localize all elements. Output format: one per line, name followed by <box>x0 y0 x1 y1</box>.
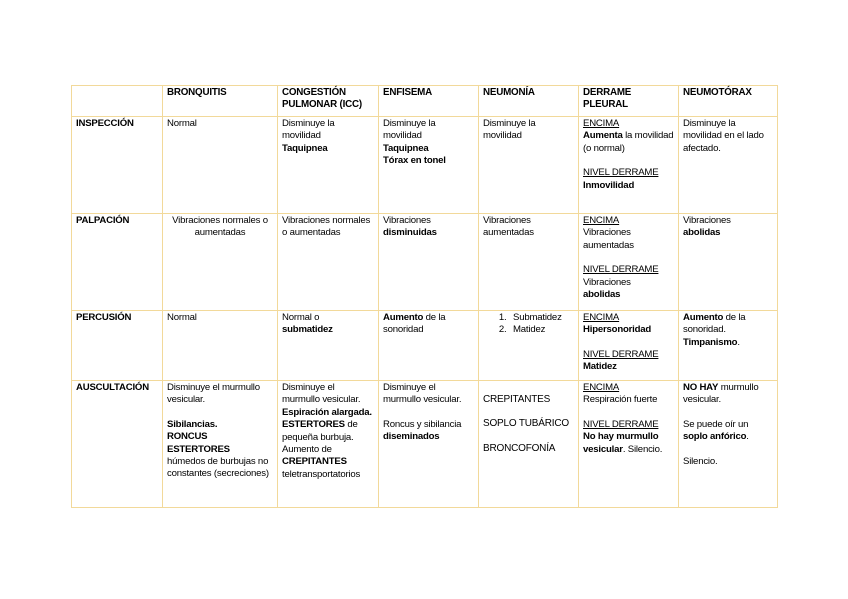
label-nivel-derrame: NIVEL DERRAME <box>583 418 659 430</box>
text-bold: soplo anfórico <box>683 431 747 443</box>
text: Aumento de <box>282 444 332 456</box>
spacer <box>383 407 474 419</box>
spacer <box>583 252 674 264</box>
spacer <box>683 444 773 456</box>
spacer <box>583 155 674 167</box>
list-item: 1. Submatidez <box>509 312 574 324</box>
text-bold: Sibilancias. <box>167 418 218 430</box>
text: . Silencio. <box>622 443 663 455</box>
row-percusion <box>72 311 778 381</box>
cell-inspeccion-neumotorax: Disminuye la movilidad en el lado afectado. <box>679 117 778 214</box>
text-bold: disminuidas <box>383 227 437 239</box>
label-nivel-derrame: NIVEL DERRAME <box>583 348 659 360</box>
text-bold: Espiración alargada. <box>282 406 372 418</box>
cell-auscultacion-neumonia <box>479 381 579 508</box>
text-bold: submatidez <box>282 324 333 336</box>
text: SOPLO TUBÁRICO <box>483 418 569 430</box>
row-label-percusion: PERCUSIÓN <box>72 311 163 381</box>
list-item: 2. Matidez <box>509 324 574 336</box>
text-bold: RONCUS <box>167 431 208 443</box>
spacer <box>483 406 574 418</box>
text-bold: abolidas <box>683 227 721 239</box>
text: Disminuye la movilidad <box>282 118 335 142</box>
text-bold: No hay murmullo vesicular <box>583 431 659 455</box>
text: Respiración fuerte <box>583 394 658 406</box>
row-label-auscultacion: AUSCULTACIÓN <box>72 381 163 508</box>
header-row <box>72 86 778 117</box>
cell-auscultacion-derrame <box>579 381 679 508</box>
cell-inspeccion-congestion <box>278 117 379 214</box>
text: Disminuye el murmullo vesicular. <box>282 382 361 406</box>
text-bold: Inmovilidad <box>583 179 635 191</box>
text <box>683 337 773 349</box>
text-bold: Aumento <box>383 312 424 323</box>
cell-palpacion-derrame <box>579 214 679 311</box>
text: Vibraciones <box>683 215 731 226</box>
text-bold: Taquipnea <box>282 142 328 154</box>
cell-palpacion-neumonia: Vibraciones aumentadas <box>479 214 579 311</box>
text: Roncus y sibilancia <box>383 418 462 430</box>
row-label-inspeccion: INSPECCIÓN <box>72 117 163 214</box>
spacer <box>683 407 773 419</box>
cell-inspeccion-derrame <box>579 117 679 214</box>
spacer <box>167 407 273 419</box>
text <box>583 431 674 456</box>
text-bold: Hipersonoridad <box>583 324 652 336</box>
comparison-table <box>71 85 778 508</box>
text: de la sonoridad. <box>683 312 746 336</box>
header-enfisema: ENFISEMA <box>379 86 479 117</box>
cell-auscultacion-enfisema <box>379 381 479 508</box>
text: Vibraciones aumentadas <box>583 227 634 251</box>
spacer <box>483 431 574 443</box>
label-nivel-derrame: NIVEL DERRAME <box>583 264 659 276</box>
cell-auscultacion-bronquitis <box>163 381 278 508</box>
text: Disminuye la movilidad <box>383 118 436 142</box>
cell-percusion-enfisema <box>379 311 479 381</box>
text-bold: ESTERTORES <box>167 443 230 455</box>
cell-percusion-derrame <box>579 311 679 381</box>
cell-auscultacion-neumotorax <box>679 381 778 508</box>
label-encima: ENCIMA <box>583 215 620 226</box>
cell-percusion-congestion <box>278 311 379 381</box>
text: BRONCOFONÍA <box>483 442 556 454</box>
row-palpacion <box>72 214 778 311</box>
text: CREPITANTES <box>483 394 551 405</box>
header-derrame: DERRAME PLEURAL <box>579 86 679 117</box>
text <box>282 419 374 444</box>
text-bold: Timpanismo <box>683 336 738 348</box>
text-bold: Tórax en tonel <box>383 155 446 167</box>
text: murmullo vesicular. <box>683 382 759 406</box>
cell-palpacion-congestion: Vibraciones normales o aumentadas <box>278 214 379 311</box>
cell-palpacion-enfisema <box>379 214 479 311</box>
text-bold: Taquipnea <box>383 142 429 154</box>
text-bold: CREPITANTES <box>282 456 347 468</box>
cell-percusion-neumotorax <box>679 311 778 381</box>
header-congestion: CONGESTIÓN PULMONAR (ICC) <box>278 86 379 117</box>
cell-palpacion-bronquitis: Vibraciones normales o aumentadas <box>163 214 278 311</box>
numbered-list <box>483 312 574 337</box>
text <box>683 312 773 337</box>
text: . <box>746 431 749 443</box>
label-encima: ENCIMA <box>583 382 620 393</box>
text: húmedos de burbujas no constantes (secreciones) <box>167 456 269 480</box>
spacer <box>483 382 574 394</box>
text: Silencio. <box>683 455 718 467</box>
text <box>583 130 674 155</box>
cell-inspeccion-enfisema <box>379 117 479 214</box>
text-bold: NO HAY <box>683 382 719 393</box>
cell-auscultacion-congestion <box>278 381 379 508</box>
text <box>683 431 773 443</box>
text: Se puede oír un <box>683 418 749 430</box>
text-bold: Aumenta <box>583 130 623 142</box>
row-auscultacion <box>72 381 778 508</box>
text: de la sonoridad <box>383 312 446 336</box>
cell-percusion-neumonia <box>479 311 579 381</box>
spacer <box>583 407 674 419</box>
text: de pequeña burbuja. <box>282 419 358 443</box>
label-encima: ENCIMA <box>583 118 620 129</box>
header-bronquitis: BRONQUITIS <box>163 86 278 117</box>
text: Disminuye el murmullo vesicular. <box>383 382 462 406</box>
text: Vibraciones <box>583 276 631 288</box>
text <box>683 382 773 407</box>
text-bold: abolidas <box>583 289 621 301</box>
text: . <box>737 336 740 348</box>
label-nivel-derrame: NIVEL DERRAME <box>583 167 659 179</box>
header-neumonia: NEUMONÍA <box>479 86 579 117</box>
text-bold: diseminados <box>383 431 440 443</box>
row-label-palpacion: PALPACIÓN <box>72 214 163 311</box>
cell-inspeccion-neumonia: Disminuye la movilidad <box>479 117 579 214</box>
text: Vibraciones <box>383 215 431 226</box>
spacer <box>583 337 674 349</box>
label-encima: ENCIMA <box>583 312 620 323</box>
text: teletransportatorios <box>282 468 361 480</box>
text: la movilidad (o normal) <box>583 130 674 154</box>
text: Disminuye el murmullo vesicular. <box>167 382 260 406</box>
header-empty-cell <box>72 86 163 117</box>
cell-palpacion-neumotorax <box>679 214 778 311</box>
cell-percusion-bronquitis: Normal <box>163 311 278 381</box>
text-bold: Matidez <box>583 361 617 373</box>
text: Normal o <box>282 312 320 323</box>
text-bold: Aumento <box>683 312 724 323</box>
header-neumotorax: NEUMOTÓRAX <box>679 86 778 117</box>
text-bold: ESTERTORES <box>282 419 345 431</box>
cell-inspeccion-bronquitis: Normal <box>163 117 278 214</box>
row-inspeccion <box>72 117 778 214</box>
